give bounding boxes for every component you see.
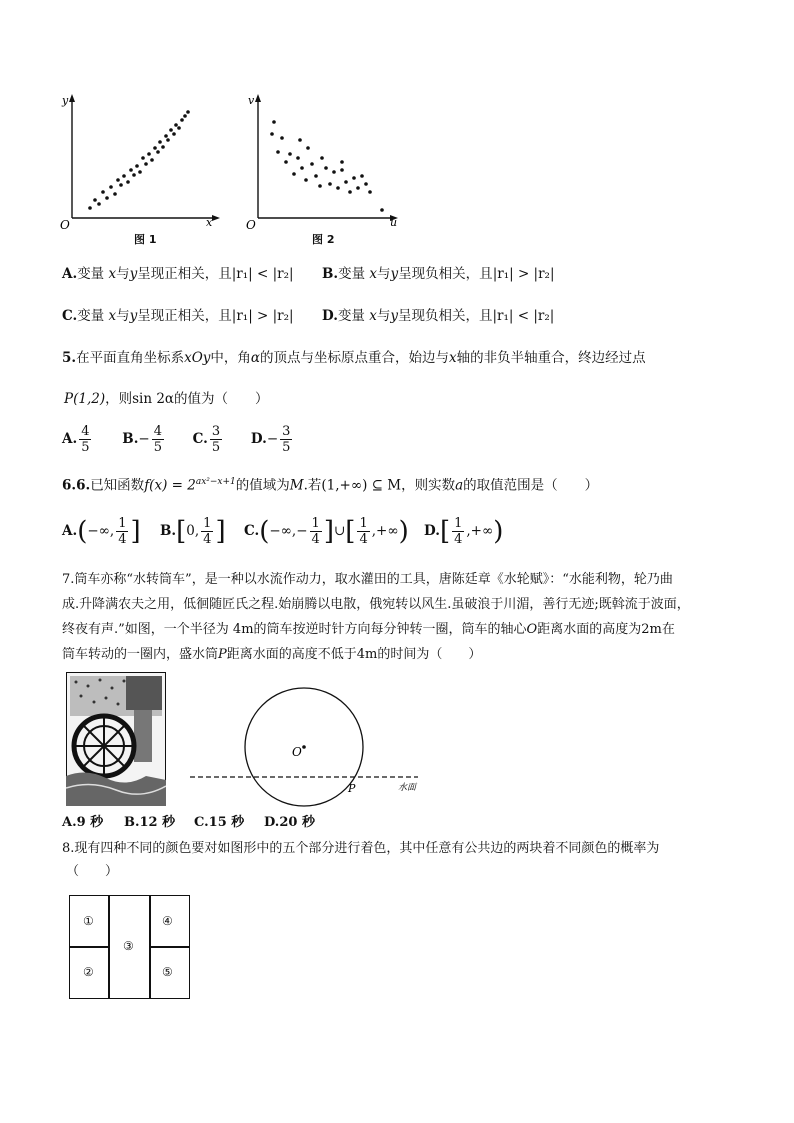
diagram-center-label: O xyxy=(292,745,302,759)
diagram-water-label: 水面 xyxy=(398,783,417,793)
dots1-point xyxy=(164,134,168,138)
dots1-point xyxy=(180,118,184,122)
dots1-point xyxy=(161,145,165,149)
dots2-point xyxy=(356,186,360,190)
q7-option-b[interactable]: B.12 秒 xyxy=(124,815,176,830)
dots2-point xyxy=(270,132,274,136)
dots2-point xyxy=(310,162,314,166)
region-4: ④ xyxy=(149,895,190,948)
fig2-origin: O xyxy=(246,218,256,232)
waterwheel-illustration-icon xyxy=(66,672,166,806)
dots2-point xyxy=(380,208,384,212)
dots2-point xyxy=(318,184,322,188)
dots2-point xyxy=(360,174,364,178)
q5-option-c[interactable]: C. $\frac{3}{5}$ xyxy=(192,424,221,455)
dots1-point xyxy=(132,173,136,177)
q4-option-d[interactable]: D.变量 x与y呈现负相关，且|r₁| < |r₂| xyxy=(322,308,555,324)
dots2-point xyxy=(300,166,304,170)
fig1-y-label: y xyxy=(62,94,69,107)
dots2-point xyxy=(332,170,336,174)
dots2-point xyxy=(368,190,372,194)
coloring-figure xyxy=(69,895,190,999)
q7-options xyxy=(62,813,334,833)
dots2-point xyxy=(296,156,300,160)
dots1-point xyxy=(186,110,190,114)
dots1-point xyxy=(172,132,176,136)
region-5: ⑤ xyxy=(149,946,190,999)
region-2: ② xyxy=(69,946,110,999)
dots2-point xyxy=(306,146,310,150)
dots2-point xyxy=(304,178,308,182)
dots1-point xyxy=(138,170,142,174)
q7-stem-line4: 筒车转动的一圈内，盛水筒P距离水面的高度不低于4m的时间为（ ） xyxy=(62,647,482,662)
fig1-points xyxy=(88,110,190,210)
dots1-point xyxy=(113,192,117,196)
dots1-point xyxy=(122,174,126,178)
q6-option-d[interactable]: D.[ $\frac{1}{4}$ ,+∞) xyxy=(424,516,504,547)
dots1-point xyxy=(153,146,157,150)
dots1-point xyxy=(119,183,123,187)
dots1-point xyxy=(183,114,187,118)
q6-option-a[interactable]: A.(−∞, $\frac{1}{4}$ ] xyxy=(62,516,141,547)
dots1-point xyxy=(141,156,145,160)
q7-stem-line1: 7.筒车亦称“水转筒车”，是一种以水流作动力，取水灌田的工具，唐陈廷章《水轮赋》：“水能利物，轮乃曲 xyxy=(62,572,673,587)
dots1-point xyxy=(126,180,130,184)
dots1-point xyxy=(97,202,101,206)
dots1-point xyxy=(105,196,109,200)
q5-option-a[interactable]: A. $\frac{4}{5}$ xyxy=(62,424,90,455)
q6-stem: 6.6.已知函数$f(x) = 2^{ax^2-x+1}$的值域为M.若(1,+∞) ⊆ M，则实数a的取值范围是（ ） xyxy=(62,477,599,494)
q7-option-c[interactable]: C.15 秒 xyxy=(194,815,245,830)
q6-option-b[interactable]: B.[0, $\frac{1}{4}$ ] xyxy=(160,516,226,547)
dots1-point xyxy=(135,164,139,168)
dots1-point xyxy=(177,126,181,130)
q5-stem-line1: 5.在平面直角坐标系xOy中，角α的顶点与坐标原点重合，始边与x轴的非负半轴重合，终边经过点 xyxy=(62,350,646,366)
dots2-point xyxy=(336,186,340,190)
scatter-figure-1 xyxy=(58,92,228,242)
region-3: ③ xyxy=(108,895,151,999)
dots2-point xyxy=(344,180,348,184)
fig2-x-label: u xyxy=(390,216,398,229)
q8-stem-line1: 8.现有四种不同的颜色要对如图形中的五个部分进行着色，其中任意有公共边的两块着不同颜色的概率为 xyxy=(62,841,660,856)
dots2-point xyxy=(314,174,318,178)
dots2-point xyxy=(292,172,296,176)
fig1-caption: 图 1 xyxy=(134,233,157,246)
region-1: ① xyxy=(69,895,110,948)
dots1-point xyxy=(129,168,133,172)
fig1-x-label: x xyxy=(206,216,213,229)
dots1-point xyxy=(116,178,120,182)
q6-option-c[interactable]: C.(−∞,− $\frac{1}{4}$ ]∪[ $\frac{1}{4}$ ,+∞) xyxy=(244,516,409,547)
q7-option-d[interactable]: D.20 秒 xyxy=(264,815,315,830)
q5-stem-line2: P(1,2)，则sin 2α的值为（ ） xyxy=(64,391,269,407)
dots1-point xyxy=(93,198,97,202)
dots2-point xyxy=(340,160,344,164)
dots1-point xyxy=(166,138,170,142)
dots2-point xyxy=(284,160,288,164)
q4-option-a[interactable]: A.变量 x与y呈现正相关，且|r₁| < |r₂| xyxy=(62,266,294,282)
q8-stem-line2: （ ） xyxy=(66,864,119,879)
diagram-point-label: P xyxy=(348,782,356,795)
dots1-point xyxy=(88,206,92,210)
dots2-point xyxy=(324,166,328,170)
dots1-point xyxy=(147,152,151,156)
dots2-point xyxy=(340,168,344,172)
fig2-y-label: v xyxy=(248,94,255,107)
dots1-point xyxy=(169,128,173,132)
dots2-point xyxy=(276,150,280,154)
fig1-origin: O xyxy=(60,218,70,232)
q5-option-d[interactable]: D.− $\frac{3}{5}$ xyxy=(250,424,291,455)
q7-stem-line2: 成.升降满农夫之用，低徊随匠氏之程.始崩腾以电散，俄宛转以风生.虽破浪于川湄，善行无迹;既斡流于波面， xyxy=(62,597,690,612)
q4-option-c[interactable]: C.变量 x与y呈现正相关，且|r₁| > |r₂| xyxy=(62,308,294,324)
q5-options xyxy=(62,424,311,455)
dots2-point xyxy=(364,182,368,186)
dots2-point xyxy=(328,182,332,186)
dots1-point xyxy=(150,158,154,162)
scatter-figure-2 xyxy=(244,92,409,242)
waterwheel-diagram xyxy=(186,672,426,812)
dots2-point xyxy=(288,152,292,156)
q4-option-b[interactable]: B.变量 x与y呈现负相关，且|r₁| > |r₂| xyxy=(322,266,555,282)
q5-option-b[interactable]: B.− $\frac{4}{5}$ xyxy=(122,424,163,455)
dots2-point xyxy=(320,156,324,160)
fig2-caption: 图 2 xyxy=(312,233,335,246)
dots2-point xyxy=(272,120,276,124)
dots1-point xyxy=(109,185,113,189)
dots2-point xyxy=(352,176,356,180)
dots1-point xyxy=(101,190,105,194)
q7-stem-line3: 终夜有声.”如图，一个半径为 4m的筒车按逆时针方向每分钟转一圈，筒车的轴心O距离水面的高度为2m在 xyxy=(62,622,675,637)
dots2-point xyxy=(280,136,284,140)
q7-option-a[interactable]: A.9 秒 xyxy=(62,815,104,830)
dots2-point xyxy=(348,190,352,194)
dots1-point xyxy=(158,140,162,144)
fig2-points xyxy=(270,120,384,212)
dots1-point xyxy=(144,162,148,166)
dots1-point xyxy=(156,150,160,154)
dots2-point xyxy=(298,138,302,142)
dots1-point xyxy=(174,123,178,127)
